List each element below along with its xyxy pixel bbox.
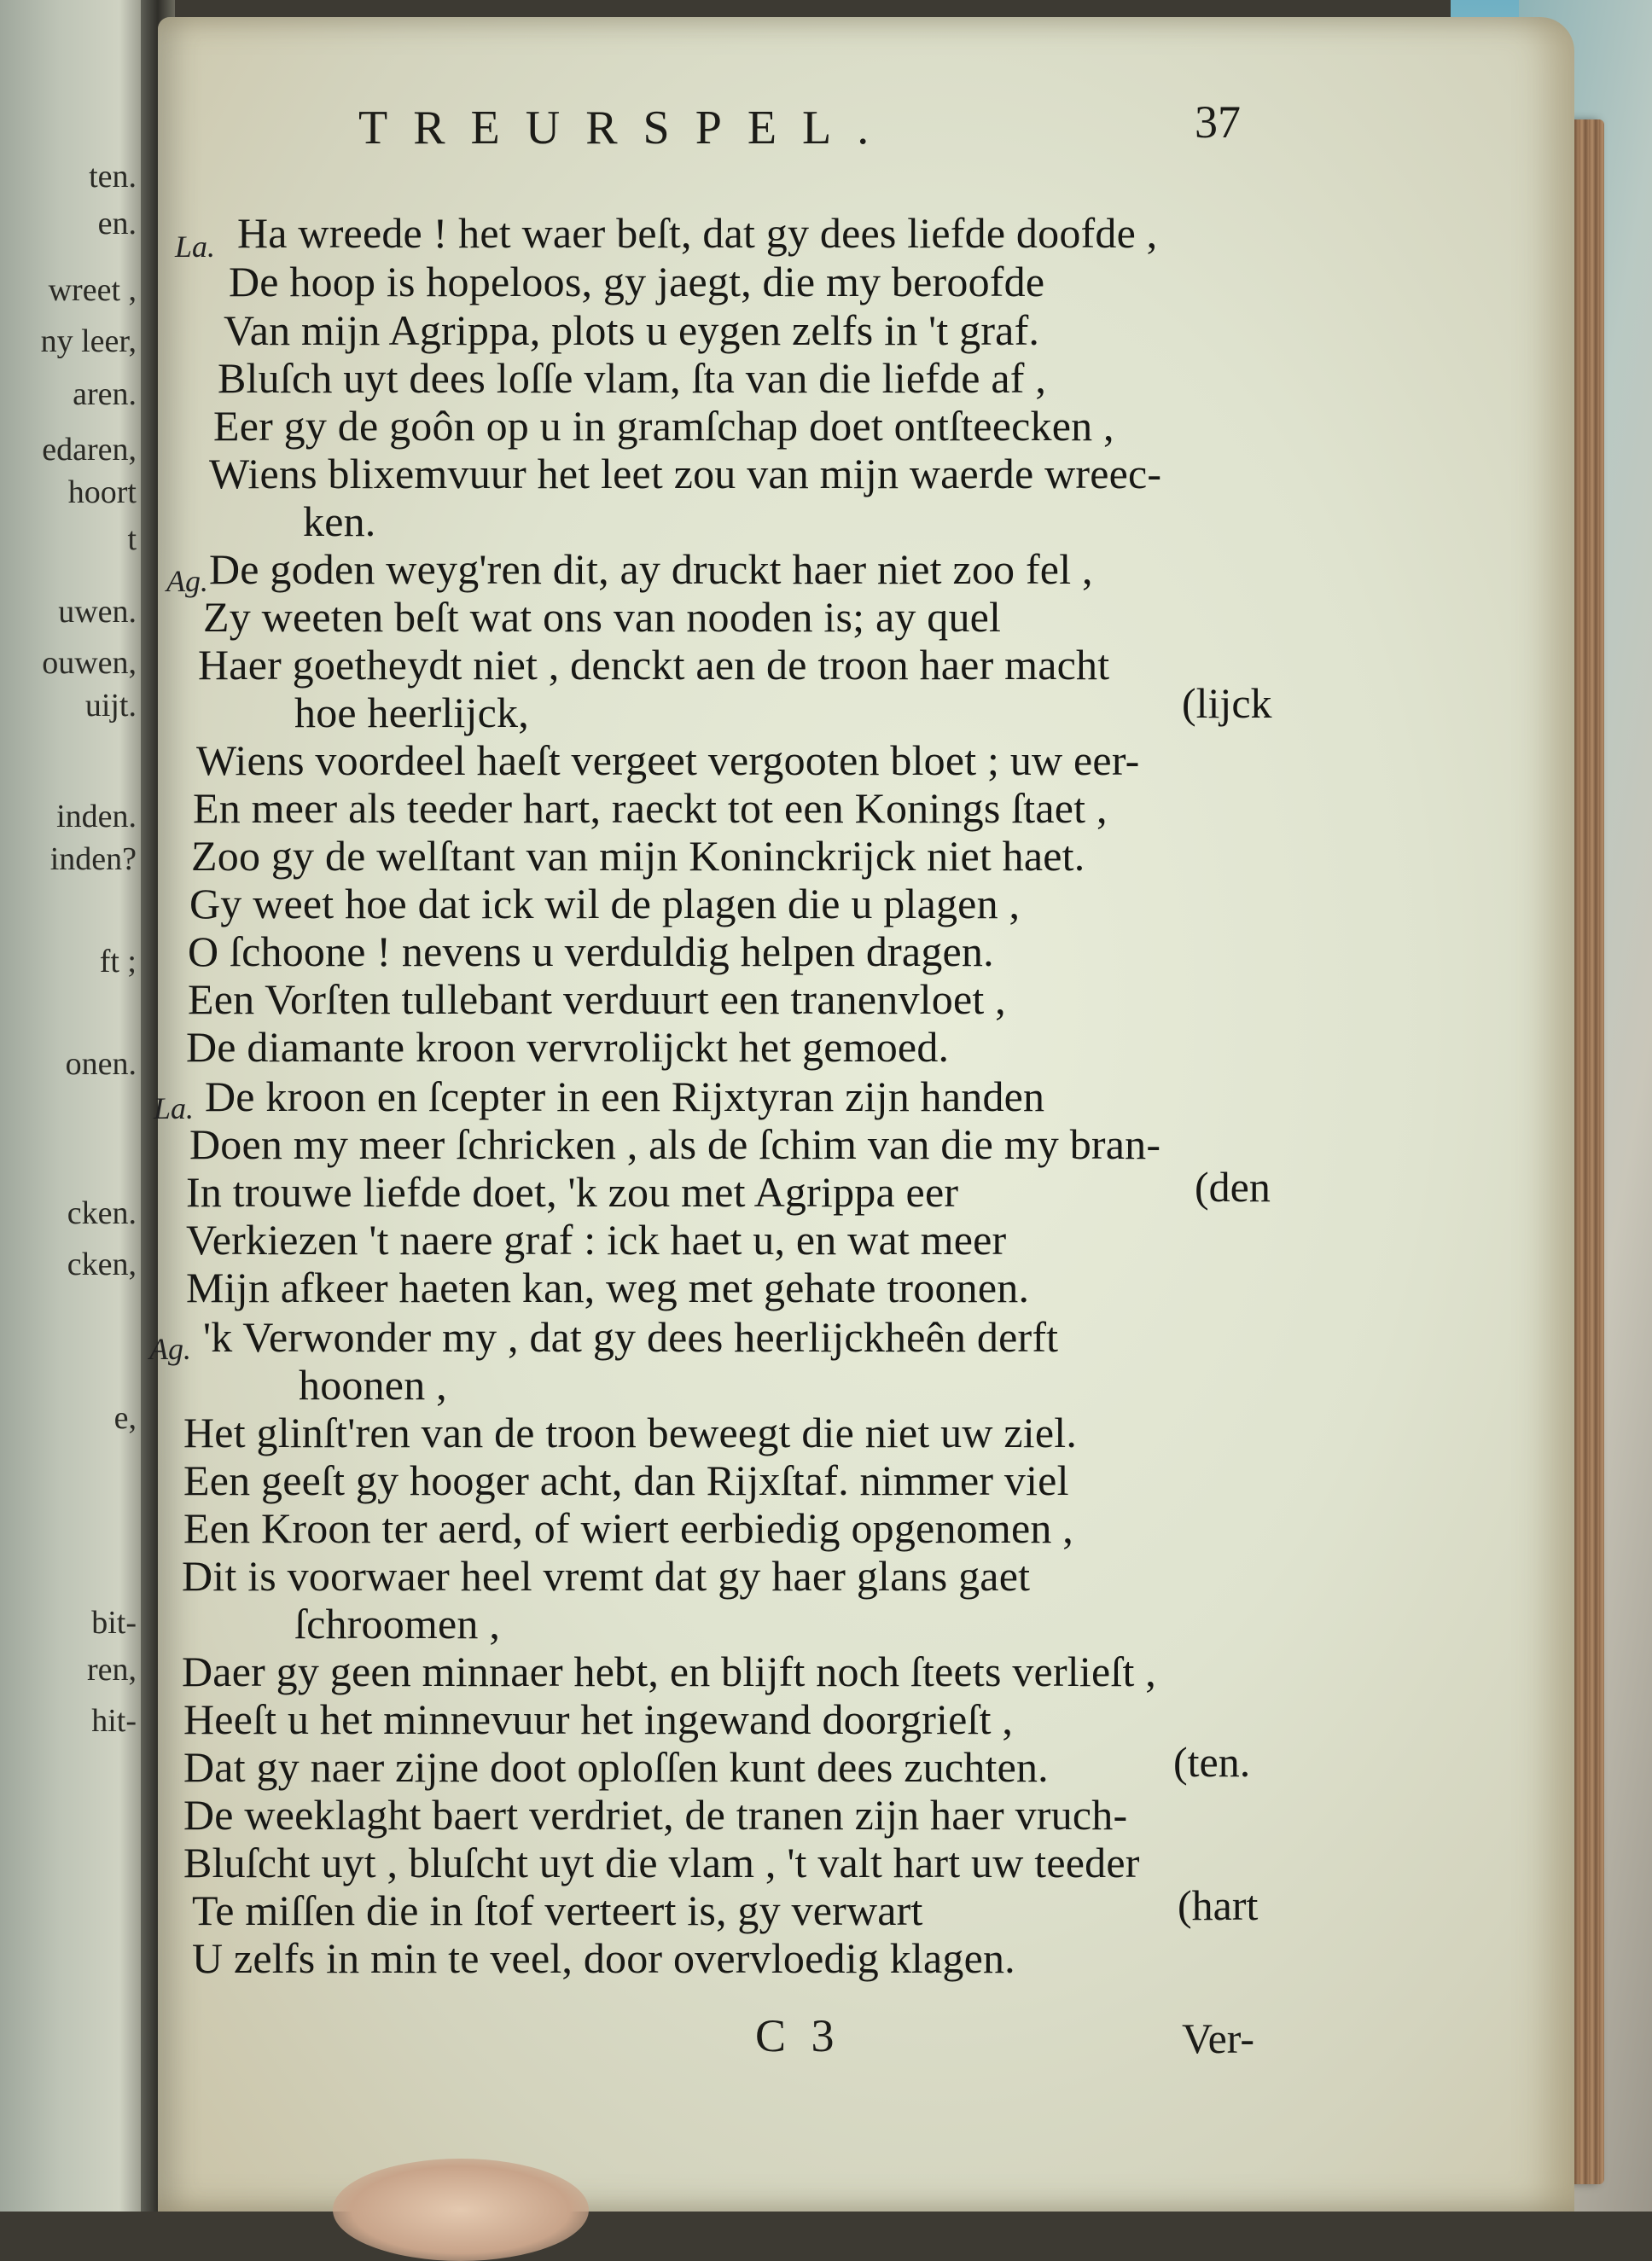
- left-page-fragment: inden.: [56, 799, 137, 834]
- verse-line: De diamante kroon vervrolijckt het gemoed.: [186, 1023, 950, 1071]
- left-page-fragment: hit-: [91, 1703, 137, 1739]
- verse-line: Wiens voordeel haeſt vergeet vergooten bloet ; uw eer-: [196, 736, 1140, 784]
- verse-line: In trouwe liefde doet, 'k zou met Agrippa eer: [186, 1168, 959, 1216]
- verse-line: Het glinſt'ren van de troon beweegt die niet uw ziel.: [183, 1409, 1078, 1456]
- left-page-fragment: hoort: [67, 474, 137, 510]
- verse-line: 'k Verwonder my , dat gy dees heerlijckheên derft: [203, 1313, 1059, 1361]
- turnover-mark: (den: [1195, 1163, 1271, 1211]
- verse-line: U zelfs in min te veel, door overvloedig klagen.: [192, 1934, 1015, 1982]
- page-number: 37: [1195, 96, 1241, 148]
- speaker-label: Ag.: [149, 1332, 191, 1366]
- verse-line: ſchroomen ,: [294, 1600, 501, 1648]
- left-page-fragment: onen.: [65, 1046, 137, 1082]
- verse-line: Zy weeten beſt wat ons van nooden is; ay quel: [203, 593, 1002, 641]
- turnover-mark: (lijck: [1182, 679, 1272, 727]
- left-page-fragment: ten.: [89, 159, 137, 195]
- turnover-mark: (hart: [1178, 1881, 1259, 1929]
- verse-line: Zoo gy de welſtant van mijn Koninckrijck niet haet.: [191, 832, 1085, 880]
- verse-line: Dit is voorwaer heel vremt dat gy haer glans gaet: [182, 1552, 1031, 1600]
- left-page-fragment: cken,: [67, 1247, 137, 1282]
- verse-line: Mijn afkeer haeten kan, weg met gehate troonen.: [186, 1264, 1030, 1311]
- verse-line: Eer gy de goôn op u in gramſchap doet ontſteecken ,: [213, 402, 1114, 450]
- left-page-fragment: ren,: [86, 1652, 137, 1688]
- verse-line: Wiens blixemvuur het leet zou van mijn waerde wreec-: [209, 450, 1162, 497]
- verse-line: O ſchoone ! nevens u verduldig helpen dragen.: [188, 927, 994, 975]
- speaker-label: La.: [175, 230, 216, 264]
- verse-line: Ha wreede ! het waer beſt, dat gy dees liefde doofde ,: [237, 209, 1158, 257]
- verse-line: Een Vorſten tullebant verduurt een tranenvloet ,: [188, 975, 1006, 1023]
- verse-line: Verkiezen 't naere graf : ick haet u, en wat meer: [186, 1216, 1007, 1264]
- verse-line: Een Kroon ter aerd, of wiert eerbiedig opgenomen ,: [183, 1504, 1073, 1552]
- left-page-fragment: en.: [97, 206, 137, 241]
- verse-line: Gy weet hoe dat ick wil de plagen die u plagen ,: [189, 880, 1021, 927]
- left-page-fragment: uijt.: [84, 688, 137, 724]
- left-page-fragment: cken.: [67, 1195, 137, 1231]
- running-head: TREURSPEL.: [358, 102, 895, 154]
- verse-line: Bluſch uyt dees loſſe vlam, ſta van die liefde af ,: [218, 354, 1047, 402]
- thumb-shadow: [333, 2159, 589, 2261]
- catchword: Ver-: [1182, 2014, 1255, 2062]
- left-page-fragment: wreet ,: [48, 272, 137, 308]
- left-page-fragment: bit-: [91, 1605, 137, 1641]
- left-page-fragment: ny leer,: [40, 323, 137, 359]
- verse-line: De goden weyg'ren dit, ay druckt haer niet zoo fel ,: [209, 545, 1093, 593]
- speaker-label: La.: [154, 1091, 195, 1125]
- verse-line: Haer goetheydt niet , denckt aen de troon haer macht: [198, 641, 1110, 689]
- verse-line: Doen my meer ſchricken , als de ſchim van die my bran-: [189, 1120, 1161, 1168]
- verse-line: Te miſſen die in ſtof verteert is, gy verwart: [192, 1886, 923, 1934]
- verse-line: Daer gy geen minnaer hebt, en blijft noch ſteets verlieſt ,: [182, 1648, 1156, 1695]
- speaker-label: Ag.: [166, 564, 208, 598]
- left-page-fragment: aren.: [73, 376, 137, 412]
- verse-line: En meer als teeder hart, raeckt tot een Konings ſtaet ,: [193, 784, 1108, 832]
- left-page-fragment: uwen.: [58, 594, 137, 630]
- verse-line: ken.: [303, 497, 376, 545]
- verse-line: Een geeſt gy hooger acht, dan Rijxſtaf. nimmer viel: [183, 1456, 1069, 1504]
- left-page-fragment: t: [127, 521, 137, 557]
- left-page-fragment: inden?: [49, 841, 137, 877]
- signature-mark: C 3: [755, 2010, 841, 2061]
- verse-line: Heeſt u het minnevuur het ingewand doorgrieſt ,: [183, 1695, 1014, 1743]
- left-page-fragment: ouwen,: [42, 645, 137, 681]
- turnover-mark: (ten.: [1173, 1738, 1251, 1786]
- verse-line: De hoop is hopeloos, gy jaegt, die my beroofde: [229, 258, 1045, 305]
- verse-line: hoonen ,: [299, 1361, 447, 1409]
- left-page-fragment: edaren,: [42, 432, 137, 468]
- verse-line: Van mijn Agrippa, plots u eygen zelfs in 't graf.: [224, 306, 1040, 354]
- left-page-fragment: ft ;: [99, 944, 137, 979]
- verse-line: Bluſcht uyt , bluſcht uyt die vlam , 't valt hart uw teeder: [183, 1839, 1140, 1886]
- left-page-fragment: e,: [113, 1400, 137, 1436]
- verse-line: hoe heerlijck,: [294, 689, 529, 736]
- verse-line: De weeklaght baert verdriet, de tranen zijn haer vruch-: [183, 1791, 1128, 1839]
- verse-line: Dat gy naer zijne doot oploſſen kunt dees zuchten.: [183, 1743, 1049, 1791]
- left-page: [0, 0, 149, 2212]
- verse-line: De kroon en ſcepter in een Rijxtyran zijn handen: [205, 1072, 1045, 1120]
